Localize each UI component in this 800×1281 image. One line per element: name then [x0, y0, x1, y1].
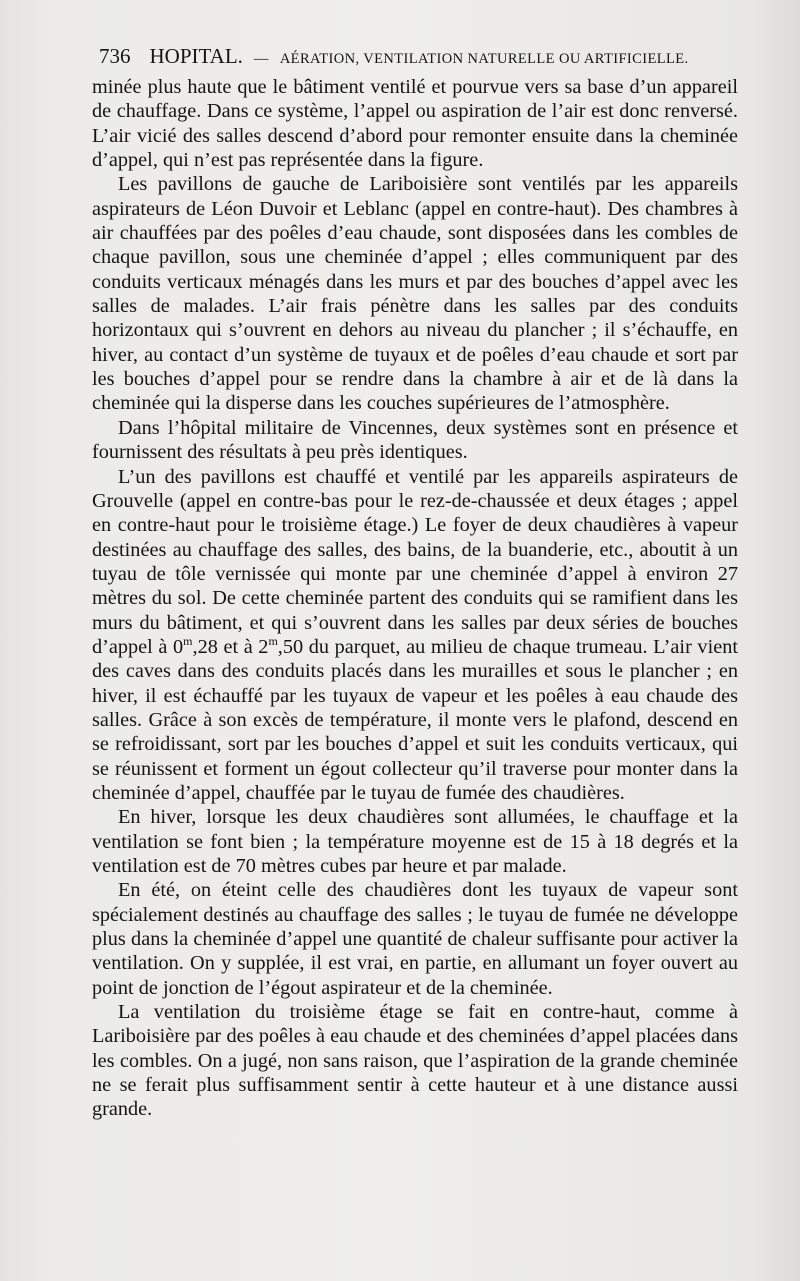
page-number: 736 — [99, 44, 131, 68]
header-subtitle: AÉRATION, VENTILATION NATURELLE OU ARTIFICIELLE. — [279, 51, 689, 67]
header-title: HOPITAL. — [149, 44, 243, 68]
paragraph-1: minée plus haute que le bâtiment ventilé et pourvue vers sa base d’un appareil de chauffage. Dans ce système, l’appel ou aspiration de l’air est donc renversé. L’air vicié des salles descend d’abord pour remonter ensuite dans la cheminée d’appel, qui n’est pas représentée dans la figure. — [92, 76, 738, 172]
paragraph-2: Les pavillons de gauche de Lariboisière sont ventilés par les appareils aspirateurs de Léon Duvoir et Leblanc (appel en contre-haut). Des chambres à air chauffées par des poêles d’eau chaude, sont disposées dans les combles de chaque pavillon, sous une cheminée d’appel ; elles communiquent par des conduits verticaux ménagés dans les murs et par des bouches d’appel avec les salles de malades. L’air frais pénètre dans les salles par des conduits horizontaux qui s’ouvrent en dehors au niveau du plancher ; il s’échauffe, en hiver, au contact d’un système de tuyaux et de poêles d’eau chaude et sort par les bouches d’appel pour se rendre dans la chambre à air et de là dans la cheminée qui la disperse dans les couches supérieures de l’atmosphère. — [92, 173, 738, 415]
paragraph-4: L’un des pavillons est chauffé et ventilé par les appareils aspirateurs de Grouvelle (appel en contre-bas pour le rez-de-chaussée et deux étages ; appel en contre-haut pour le troisième étage.) Le foyer de deux chaudières à vapeur destinées au chauffage des salles, des bains, de la buanderie, etc., aboutit à un tuyau de tôle vernissée qui monte par une cheminée d’appel à environ 27 mètres du sol. De cette cheminée partent des conduits qui se ramifient dans les murs du bâtiment, et qui s’ouvrent dans les salles par deux séries de bouches d’appel à 0$^m$,28 et à 2$^m$,50 du parquet, au milieu de chaque trumeau. L’air vient des caves dans des conduits placés dans les murailles et sous le plancher ; en hiver, il est échauffé par les tuyaux de vapeur et les poêles à eau chaude des salles. Grâce à son excès de température, il monte vers le plafond, descend en se refroidissant, sort par les bouches d’appel et suit les conduits verticaux, qui se réunissent et forment un égout collecteur qu’il traverse pour monter dans la cheminée d’appel, chauffée par le tuyau de fumée des chaudières. — [92, 465, 738, 804]
paragraph-7: La ventilation du troisième étage se fait en contre-haut, comme à Lariboisière par des poêles à eau chaude et des cheminées d’appel placées dans les combles. On a jugé, non sans raison, que l’aspiration de la grande cheminée ne se ferait plus suffisamment sentir à cette hauteur et à une distance aussi grande. — [92, 1001, 738, 1121]
header-dash: — — [253, 51, 269, 67]
body-text — [92, 75, 738, 1122]
paragraph-3: Dans l’hôpital militaire de Vincennes, deux systèmes sont en présence et fournissent des résultats à peu près identiques. — [92, 416, 738, 464]
running-header — [99, 44, 739, 74]
paragraph-5: En hiver, lorsque les deux chaudières sont allumées, le chauffage et la ventilation se font bien ; la température moyenne est de 15 à 18 degrés et la ventilation est de 70 mètres cubes par heure et par malade. — [92, 806, 738, 877]
paragraph-6: En été, on éteint celle des chaudières dont les tuyaux de vapeur sont spécialement destinés au chauffage des salles ; le tuyau de fumée ne développe plus dans la cheminée d’appel une quantité de chaleur suffisante pour activer la ventilation. On y supplée, il est vrai, en partie, en allumant un foyer ouvert au point de jonction de l’égout aspirateur et de la cheminée. — [92, 879, 738, 999]
